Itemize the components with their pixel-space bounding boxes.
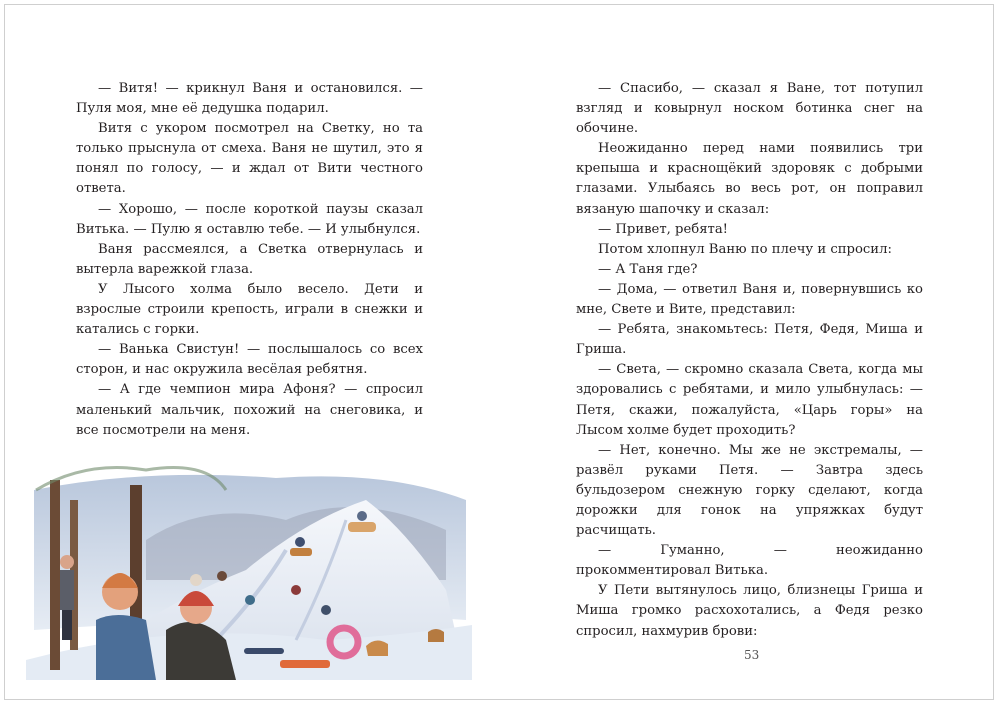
sled xyxy=(290,548,312,556)
right-page-text xyxy=(576,79,923,642)
paragraph: — Света, — скромно сказала Света, когда мы здоровались с ребятами, и мило улыбнулась: — Петя, скажи, пожалуйста, «Царь горы» на Лысом холме будет проходить? xyxy=(576,362,923,438)
sled xyxy=(348,522,376,532)
walking-man-legs xyxy=(62,610,72,640)
paragraph: Потом хлопнул Ваню по плечу и спросил: xyxy=(598,241,892,257)
paragraph: — Нет, конечно. Мы же не экстремалы, — развёл руками Петя. — Завтра здесь бульдозером снежную горку сделают, когда дорожки для гонок на упряжках будут расчищать. xyxy=(576,442,923,539)
paragraph: — Гуманно, — неожиданно прокомментировал Витька. xyxy=(576,543,923,579)
sledder-head xyxy=(295,537,305,547)
paragraph: — Ванька Свистун! — послышалось со всех сторон, и нас окружила весёлая ребятня. xyxy=(76,342,423,378)
paragraph: — Дома, — ответил Ваня и, повернувшись ко мне, Свете и Вите, представил: xyxy=(576,281,923,318)
paragraph: — А где чемпион мира Афоня? — спросил маленький мальчик, похожий на снеговика, и все посмотрели на меня. xyxy=(76,382,423,438)
child-head xyxy=(291,585,301,595)
dark-sled xyxy=(244,648,284,654)
walking-man-head xyxy=(60,555,74,569)
tree-trunk xyxy=(50,480,60,670)
child-head xyxy=(217,571,227,581)
child-head xyxy=(245,595,255,605)
paragraph: — Привет, ребята! xyxy=(598,221,728,237)
hat-pompom xyxy=(190,574,202,586)
paragraph: — Витя! — крикнул Ваня и остановился. — Пуля моя, мне её дедушка подарил. xyxy=(76,81,423,117)
orange-sled xyxy=(280,660,330,668)
paragraph: У Лысого холма было весело. Дети и взрослые строили крепость, играли в снежки и катались с горки. xyxy=(76,281,423,338)
paragraph: Ваня рассмеялся, а Светка отвернулась и вытерла варежкой глаза. xyxy=(76,241,423,277)
page-number: 53 xyxy=(744,648,760,662)
sledder-head xyxy=(357,511,367,521)
paragraph: — Хорошо, — после короткой паузы сказал Витька. — Пулю я оставлю тебе. — И улыбнулся. xyxy=(76,201,423,237)
paragraph: У Пети вытянулось лицо, близнецы Гриша и Миша громко расхохотались, а Федя резко спросил, нахмурив брови: xyxy=(576,583,923,639)
paragraph: Неожиданно перед нами появились три крепыша и краснощёкий здоровяк с добрыми глазами. Улыбаясь во весь рот, он поправил вязаную шапочку и сказал: xyxy=(576,141,923,217)
winter-hill-illustration xyxy=(26,460,472,680)
paragraph: — Спасибо, — сказал я Ване, тот потупил взгляд и ковырнул носком ботинка снег на обочине. xyxy=(576,81,923,137)
child-head xyxy=(321,605,331,615)
paragraph: — Ребята, знакомьтесь: Петя, Федя, Миша и Гриша. xyxy=(576,322,923,358)
paragraph: Витя с укором посмотрел на Светку, но та только прыснула от смеха. Ваня не шутил, это я понял по голосу, — и ждал от Вити честного ответа. xyxy=(76,121,423,197)
dog xyxy=(428,629,444,642)
walking-man xyxy=(60,570,74,610)
left-page-text xyxy=(76,79,423,441)
paragraph: — А Таня где? xyxy=(598,261,698,277)
